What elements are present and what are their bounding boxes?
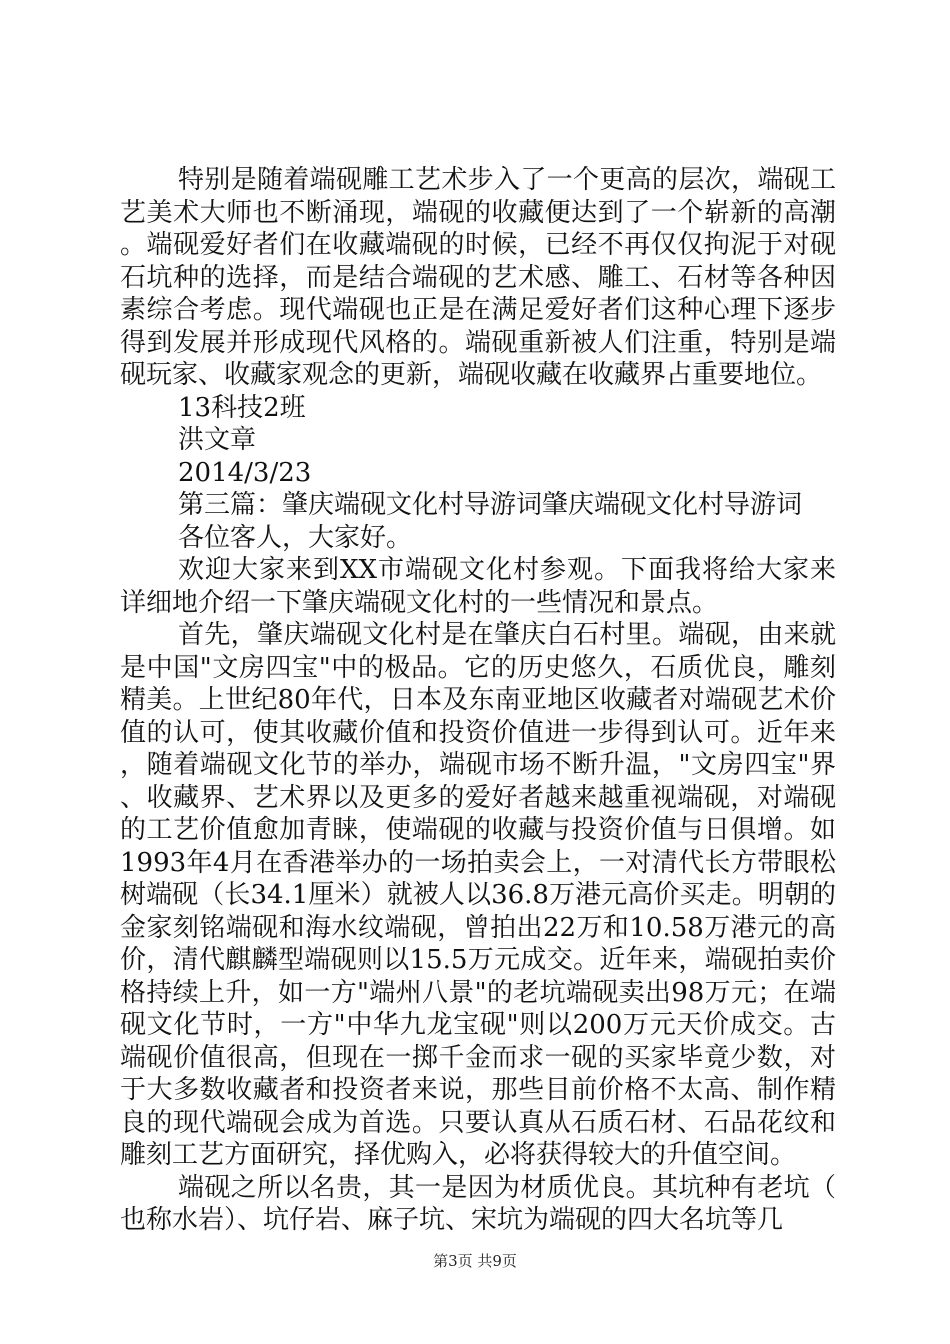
page-footer: 第3页 共9页 (433, 1252, 517, 1270)
paragraph-welcome: 欢迎大家来到XX市端砚文化村参观。下面我将给大家来详细地介绍一下肇庆端砚文化村的一些情况和景点。 (120, 555, 836, 618)
paragraph-history-value: 首先，肇庆端砚文化村是在肇庆白石村里。端砚，由来就是中国"文房四宝"中的极品。它的历史悠久，石质优良，雕刻精美。上世纪80年代，日本及东南亚地区收藏者对端砚艺术价值的认可，使其收藏价值和投资价值进一步得到认可。近年来，随着端砚文化节的举办，端砚市场不断升温，"文房四宝"界、收藏界、艺术界以及更多的爱好者越来越重视端砚，对端砚的工艺价值愈加青睐，使端砚的收藏与投资价值与日俱增。如1993年4月在香港举办的一场拍卖会上，一对清代长方带眼松树端砚（长34.1厘米）就被人以36.8万港元高价买走。明朝的金家刻铭端砚和海水纹端砚，曾拍出22万和10.58万港元的高价，清代麒麟型端砚则以15.5万元成交。近年来，端砚拍卖价格持续上升，如一方"端州八景"的老坑端砚卖出98万元；在端砚文化节时，一方"中华九龙宝砚"则以200万元天价成交。古端砚价值很高，但现在一掷千金而求一砚的买家毕竟少数，对于大多数收藏者和投资者来说，那些目前价格不太高、制作精良的现代端砚会成为首选。只要认真从石质石材、石品花纹和雕刻工艺方面研究，择优购入，必将获得较大的升值空间。 (120, 620, 836, 1170)
date-line: 2014/3/23 (178, 457, 312, 488)
paragraph-material: 端砚之所以名贵，其一是因为材质优良。其坑种有老坑（也称水岩）、坑仔岩、麻子坑、宋坑为端砚的四大名坑等几 (120, 1172, 836, 1235)
class-label: 13科技2班 (178, 392, 306, 423)
section-heading: 第三篇：肇庆端砚文化村导游词肇庆端砚文化村导游词 (178, 490, 803, 520)
author-name: 洪文章 (178, 425, 257, 455)
greeting-line: 各位客人，大家好。 (178, 522, 413, 553)
paragraph-collecting-trend: 特别是随着端砚雕工艺术步入了一个更高的层次，端砚工艺美术大师也不断涌现，端砚的收藏便达到了一个崭新的高潮。端砚爱好者们在收藏端砚的时候，已经不再仅仅拘泥于对砚石坑种的选择，而是结合端砚的艺术感、雕工、石材等各种因素综合考虑。现代端砚也正是在满足爱好者们这种心理下逐步得到发展并形成现代风格的。端砚重新被人们注重，特别是端砚玩家、收藏家观念的更新，端砚收藏在收藏界占重要地位。 (120, 165, 836, 390)
document-body (120, 164, 836, 1237)
